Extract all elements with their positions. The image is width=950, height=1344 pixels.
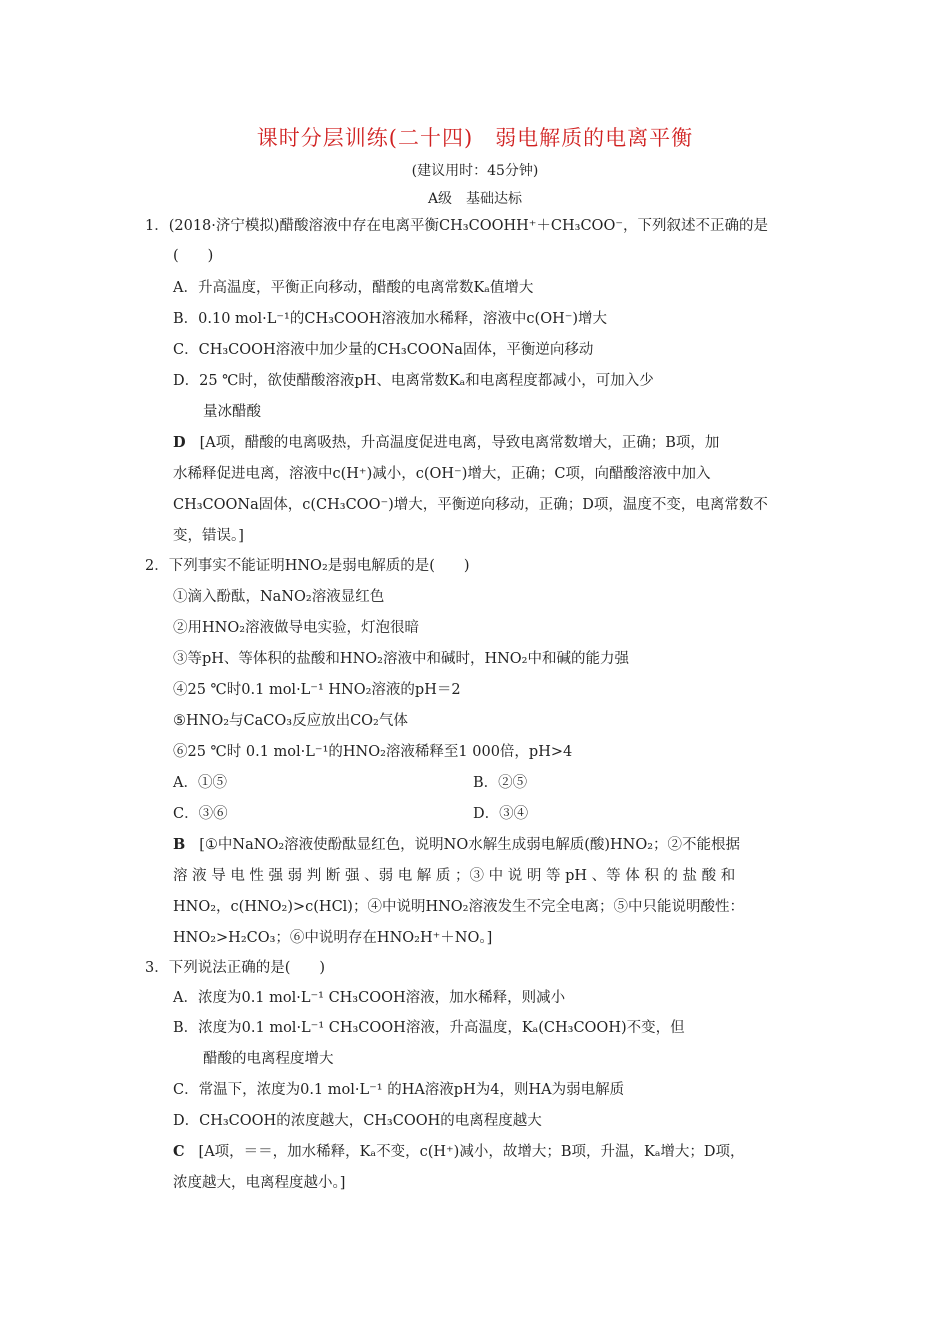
q2-exp-line2: 溶 液 导 电 性 强 弱 判 断 强 、弱 电 解 质 ；③ 中 说 明 等 pH 、等 体 积 的 盐 酸 和 — [173, 868, 736, 884]
q2-stem: 2．下列事实不能证明HNO₂是弱电解质的是( ) — [145, 558, 470, 574]
q2-exp-line3: HNO₂，c(HNO₂)>c(HCl)；④中说明HNO₂溶液发生不完全电离；⑤中只能说明酸性： — [173, 899, 744, 915]
q2-option-a: A．①⑤ — [173, 775, 227, 791]
q2-exp-line4: HNO₂>H₂CO₃；⑥中说明存在HNO₂H⁺＋NO。] — [173, 930, 493, 946]
q1-blank: ( ) — [173, 248, 214, 264]
q1-option-c: C．CH₃COOH溶液中加少量的CH₃COONa固体，平衡逆向移动 — [173, 342, 594, 358]
q1-option-d: D．25 ℃时，欲使醋酸溶液pH、电离常数Kₐ和电离程度都减小，可加入少 — [173, 373, 654, 389]
q2-item-4: ④25 ℃时0.1 mol·L⁻¹ HNO₂溶液的pH＝2 — [173, 682, 461, 698]
q3-explanation — [173, 1142, 745, 1162]
q1-explanation — [173, 433, 719, 453]
q2-option-d: D．③④ — [473, 806, 529, 822]
time-hint: (建议用时：45分钟) — [411, 163, 539, 179]
level-heading: A级 基础达标 — [427, 191, 523, 207]
q1-option-b: B．0.10 mol·L⁻¹的CH₃COOH溶液加水稀释，溶液中c(OH⁻)增大 — [173, 311, 608, 327]
q2-item-5: ⑤HNO₂与CaCO₃反应放出CO₂气体 — [173, 713, 408, 729]
q2-exp-line1: [①中NaNO₂溶液使酚酞显红色，说明NO水解生成弱电解质(酸)HNO₂；②不能根据 — [199, 837, 741, 853]
q1-answer: D — [173, 434, 186, 451]
q3-option-d: D．CH₃COOH的浓度越大，CH₃COOH的电离程度越大 — [173, 1113, 542, 1129]
q3-exp-line1: [A项，＝＝，加水稀释，Kₐ不变，c(H⁺)减小，故增大；B项，升温，Kₐ增大；D项， — [198, 1144, 745, 1160]
q3-option-a: A．浓度为0.1 mol·L⁻¹ CH₃COOH溶液，加水稀释，则减小 — [173, 990, 566, 1006]
q2-explanation — [173, 835, 740, 855]
q2-item-6: ⑥25 ℃时 0.1 mol·L⁻¹的HNO₂溶液稀释至1 000倍，pH>4 — [173, 744, 573, 760]
q2-item-2: ②用HNO₂溶液做导电实验，灯泡很暗 — [173, 620, 420, 636]
q1-option-a: A．升高温度，平衡正向移动，醋酸的电离常数Kₐ值增大 — [173, 280, 534, 296]
page-title: 课时分层训练(二十四) 弱电解质的电离平衡 — [256, 126, 694, 150]
q3-stem: 3．下列说法正确的是( ) — [145, 960, 326, 976]
q2-option-b: B．②⑤ — [473, 775, 528, 791]
q3-answer: C — [173, 1143, 185, 1160]
q1-stem: 1．(2018·济宁模拟)醋酸溶液中存在电离平衡CH₃COOHH⁺＋CH₃COO⁻，下列叙述不正确的是 — [145, 218, 768, 234]
q3-option-b: B．浓度为0.1 mol·L⁻¹ CH₃COOH溶液，升高温度，Kₐ(CH₃COOH)不变，但 — [173, 1020, 685, 1036]
q2-option-c: C．③⑥ — [173, 806, 228, 822]
q2-item-1: ①滴入酚酞，NaNO₂溶液显红色 — [173, 589, 385, 605]
q2-answer: B — [173, 836, 186, 853]
q1-exp-line1: [A项，醋酸的电离吸热，升高温度促进电离，导致电离常数增大，正确；B项，加 — [199, 435, 720, 451]
q1-exp-line4: 变，错误。] — [173, 528, 244, 544]
q3-exp-line2: 浓度越大，电离程度越小。] — [173, 1175, 346, 1191]
q1-option-d-cont: 量冰醋酸 — [203, 404, 261, 420]
q2-item-3: ③等pH、等体积的盐酸和HNO₂溶液中和碱时，HNO₂中和碱的能力强 — [173, 651, 629, 667]
q3-option-b-cont: 醋酸的电离程度增大 — [203, 1051, 334, 1067]
q3-option-c: C．常温下，浓度为0.1 mol·L⁻¹ 的HA溶液pH为4，则HA为弱电解质 — [173, 1082, 625, 1098]
q1-exp-line2: 水稀释促进电离，溶液中c(H⁺)减小，c(OH⁻)增大，正确；C项，向醋酸溶液中加入 — [173, 466, 711, 482]
q1-exp-line3: CH₃COONa固体，c(CH₃COO⁻)增大，平衡逆向移动，正确；D项，温度不变，电离常数不 — [173, 497, 768, 513]
